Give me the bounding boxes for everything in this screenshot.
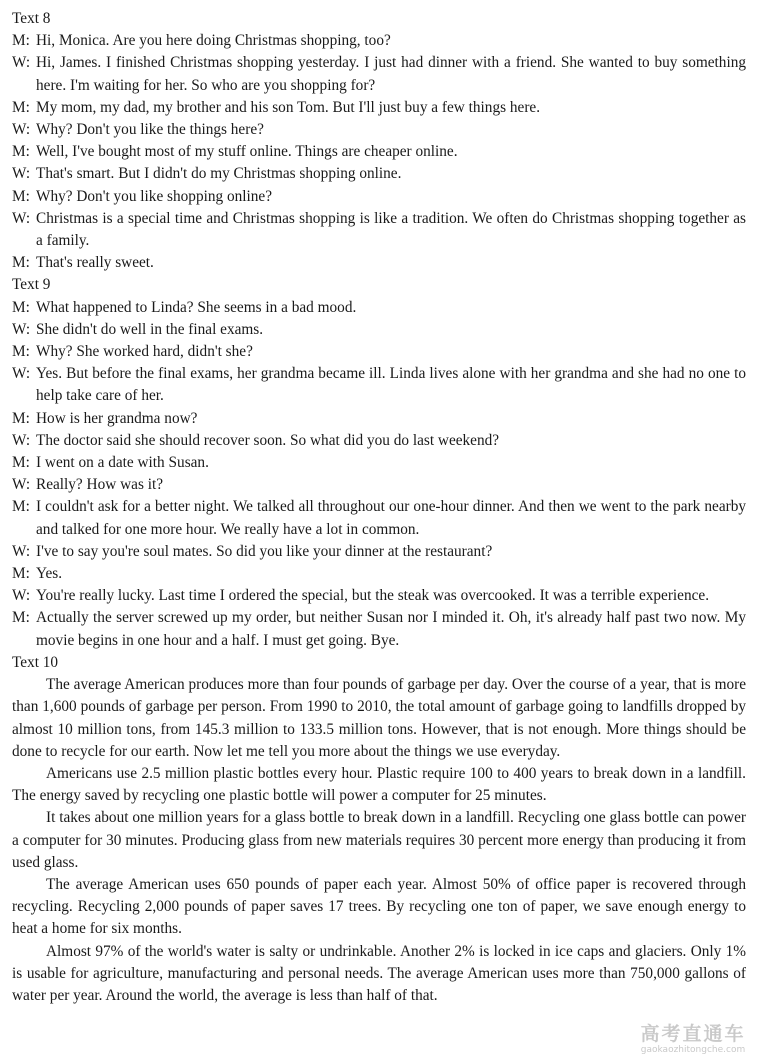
utterance-text: Why? Don't you like shopping online? (36, 187, 272, 205)
dialogue-line (12, 563, 746, 585)
utterance-text: Yes. But before the final exams, her grandma became ill. Linda lives alone with her grandma and she had no one to help take care of her. (36, 365, 746, 405)
speaker-label: W: (12, 365, 31, 383)
dialogue-line (12, 341, 746, 363)
utterance-text: I've to say you're soul mates. So did you like your dinner at the restaurant? (36, 542, 493, 560)
utterance-text: She didn't do well in the final exams. (36, 320, 264, 338)
section-heading-text10: Text 10 (12, 653, 59, 671)
speaker-label: M: (12, 498, 30, 516)
speaker-label: W: (12, 431, 31, 449)
speaker-label: M: (12, 454, 30, 472)
dialogue-text8 (12, 30, 746, 274)
dialogue-line (12, 30, 746, 52)
dialogue-line (12, 297, 746, 319)
utterance-text: Hi, James. I finished Christmas shopping yesterday. I just had dinner with a friend. She wanted to buy something here. I'm waiting for her. So who are you shopping for? (36, 54, 746, 94)
speaker-label: M: (12, 298, 30, 316)
utterance-text: I went on a date with Susan. (36, 454, 209, 472)
utterance-text: Actually the server screwed up my order, but neither Susan nor I minded it. Oh, it's already half past two now. My movie begins in one hour and a half. I must get going. Bye. (36, 609, 746, 649)
dialogue-line (12, 474, 746, 496)
speaker-label: W: (12, 320, 31, 338)
utterance-text: Hi, Monica. Are you here doing Christmas shopping, too? (36, 32, 391, 50)
dialogue-line (12, 163, 746, 185)
utterance-text: You're really lucky. Last time I ordered the special, but the steak was overcooked. It was a terrible experience. (36, 587, 710, 605)
speaker-label: M: (12, 343, 30, 361)
dialogue-line (12, 496, 746, 540)
section-heading-text9: Text 9 (12, 276, 51, 294)
speaker-label: W: (12, 476, 31, 494)
utterance-text: Christmas is a special time and Christmas shopping is like a tradition. We often do Christmas shopping together as a family. (36, 209, 746, 250)
speaker-label: W: (12, 165, 31, 183)
dialogue-line (12, 430, 746, 452)
dialogue-line (12, 541, 746, 563)
speaker-label: M: (12, 32, 30, 50)
dialogue-line (12, 208, 746, 252)
dialogue-line (12, 585, 746, 607)
utterance-text: Well, I've bought most of my stuff online. Things are cheaper online. (36, 143, 458, 161)
speaker-label: W: (12, 542, 31, 560)
speaker-label: M: (12, 254, 30, 272)
passage-paragraph: Almost 97% of the world's water is salty or undrinkable. Another 2% is locked in ice caps and glaciers. Only 1% is usable for agriculture, manufacturing and personal needs. The average American uses more than 750,000 gallons of water per year. Around the world, the average is less than half of that. (12, 942, 746, 1004)
dialogue-line (12, 186, 746, 208)
dialogue-line (12, 141, 746, 163)
dialogue-line (12, 319, 746, 341)
utterance-text: I couldn't ask for a better night. We talked all throughout our one-hour dinner. And then we went to the park nearby and talked for one more hour. We really have a lot in common. (36, 498, 746, 538)
document-page (12, 8, 746, 1007)
dialogue-line (12, 252, 746, 274)
utterance-text: Really? How was it? (36, 476, 164, 494)
passage-text10 (12, 674, 746, 1007)
speaker-label: W: (12, 121, 31, 139)
utterance-text: Why? She worked hard, didn't she? (36, 343, 253, 361)
dialogue-line (12, 97, 746, 119)
passage-paragraph: The average American uses 650 pounds of paper each year. Almost 50% of office paper is recovered through recycling. Recycling 2,000 pounds of paper saves 17 trees. By recycling one ton of paper, we save enough energy to heat a home for six months. (12, 875, 746, 938)
speaker-label: M: (12, 409, 30, 427)
passage-paragraph: The average American produces more than four pounds of garbage per day. Over the course of a year, that is more than 1,600 pounds of garbage per person. From 1990 to 2010, the total amount of garbage going to landfills dropped by almost 10 million tons, from 145.3 million to 133.5 million tons. However, that is not enough. More things should be done to recycle for our earth. Now let me tell you more about the things we use everyday. (12, 676, 746, 760)
utterance-text: That's really sweet. (36, 254, 154, 272)
speaker-label: M: (12, 609, 30, 627)
dialogue-line (12, 408, 746, 430)
utterance-text: My mom, my dad, my brother and his son Tom. But I'll just buy a few things here. (36, 98, 541, 116)
dialogue-line (12, 52, 746, 96)
dialogue-line (12, 452, 746, 474)
speaker-label: W: (12, 587, 31, 605)
dialogue-text9 (12, 297, 746, 652)
utterance-text: What happened to Linda? She seems in a bad mood. (36, 298, 357, 316)
dialogue-line (12, 363, 746, 407)
watermark-url: gaokaozhitongche.com (640, 1045, 746, 1055)
passage-paragraph: Americans use 2.5 million plastic bottles every hour. Plastic require 100 to 400 years to break down in a landfill. The energy saved by recycling one plastic bottle will power a computer for 25 minutes. (12, 764, 746, 805)
dialogue-line (12, 607, 746, 651)
speaker-label: W: (12, 209, 31, 227)
section-heading-text8: Text 8 (12, 10, 51, 27)
utterance-text: That's smart. But I didn't do my Christmas shopping online. (36, 165, 402, 183)
speaker-label: M: (12, 187, 30, 205)
watermark-logo (637, 1023, 749, 1059)
speaker-label: W: (12, 54, 31, 72)
utterance-text: Yes. (36, 565, 63, 583)
utterance-text: How is her grandma now? (36, 409, 198, 427)
utterance-text: Why? Don't you like the things here? (36, 121, 264, 139)
passage-paragraph: It takes about one million years for a glass bottle to break down in a landfill. Recycling one glass bottle can power a computer for 30 minutes. Producing glass from new materials requires 30 percent more energy than producing it from used glass. (12, 809, 746, 871)
watermark-title: 高考直通车 (640, 1023, 746, 1045)
speaker-label: M: (12, 143, 30, 161)
speaker-label: M: (12, 565, 30, 583)
speaker-label: M: (12, 98, 30, 116)
utterance-text: The doctor said she should recover soon. So what did you do last weekend? (36, 431, 500, 449)
dialogue-line (12, 119, 746, 141)
